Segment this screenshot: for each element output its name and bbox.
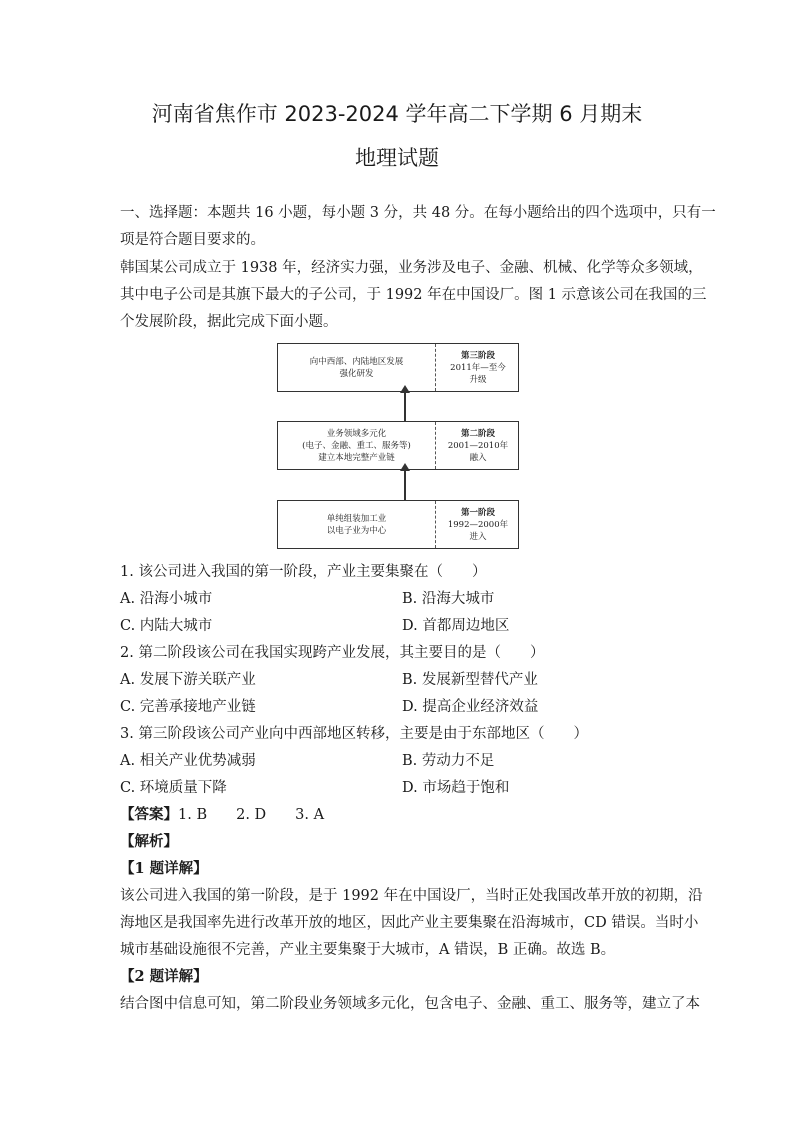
stage2-box [277,421,519,470]
stage2-period: 2001—2010年 [447,440,509,451]
exam-title: 河南省焦作市 2023-2024 学年高二下学期 6 月期末 [151,102,643,126]
context-paragraph-line: 其中电子公司是其旗下最大的子公司，于 1992 年在中国设厂。图 1 示意该公司在我国的三 [120,287,707,303]
question-option: C. 环境质量下降 [120,780,227,796]
stage1-label-text: 进入 [469,531,487,542]
stage2-desc-line: 业务领域多元化 [326,428,387,439]
stage1-name: 第一阶段 [460,507,495,518]
question-option: B. 劳动力不足 [402,753,495,769]
stage3-box [277,343,519,392]
stage1-description [278,501,436,548]
arrow-up [404,470,406,500]
question-stem: 1. 该公司进入我国的第一阶段，产业主要集聚在（ ） [120,564,487,580]
stage2-label-text: 融入 [469,452,487,463]
stage3-desc-line: 强化研发 [339,368,374,379]
stage3-desc-line: 向中西部、内陆地区发展 [309,356,404,367]
section-instruction-line: 项是符合题目要求的。 [120,232,265,248]
stages-diagram [277,343,519,550]
stage3-label [436,344,520,391]
stage1-desc-line: 单纯组装加工业 [326,513,387,524]
question-option: D. 市场趋于饱和 [402,780,510,796]
question-stem: 3. 第三阶段该公司产业向中西部地区转移，主要是由于东部地区（ ） [120,726,588,742]
question-option: A. 发展下游关联产业 [120,672,256,688]
analysis-label: 【解析】 [120,833,178,850]
question-stem: 2. 第二阶段该公司在我国实现跨产业发展，其主要目的是（ ） [120,645,545,661]
stage1-period: 1992—2000年 [447,519,509,530]
stage3-name: 第三阶段 [460,350,495,361]
stage2-label [436,422,520,469]
context-paragraph-line: 韩国某公司成立于 1938 年，经济实力强，业务涉及电子、金融、机械、化学等众多领域， [120,260,703,276]
question-option: A. 沿海小城市 [120,591,213,607]
answer-label: 【答案】 [120,806,178,823]
arrow-up [404,392,406,421]
analysis-paragraph-line: 该公司进入我国的第一阶段，是于 1992 年在中国设厂，当时正处我国改革开放的初期，沿 [120,888,703,904]
q2-detail-label: 【2 题详解】 [120,968,208,985]
analysis-paragraph-line: 城市基础设施很不完善，产业主要集聚于大城市，A 错误，B 正确。故选 B。 [120,942,616,958]
stage1-box [277,500,519,549]
question-option: D. 首都周边地区 [402,618,510,634]
context-paragraph-line: 个发展阶段，据此完成下面小题。 [120,314,338,330]
section-instruction-line: 一、选择题：本题共 16 小题，每小题 3 分，共 48 分。在每小题给出的四个选项中，只有一 [120,205,716,221]
question-option: D. 提高企业经济效益 [402,699,539,715]
answer-values: 1. B 2. D 3. A [178,807,325,823]
stage3-period: 2011年—至今 [450,362,506,373]
analysis-paragraph-line: 海地区是我国率先进行改革开放的地区，因此产业主要集聚在沿海城市，CD 错误。当时小 [120,915,699,931]
stage3-label-text: 升级 [469,374,487,385]
exam-subject-title: 地理试题 [355,146,439,170]
question-option: B. 沿海大城市 [402,591,495,607]
question-option: C. 完善承接地产业链 [120,699,256,715]
analysis-paragraph-line: 结合图中信息可知，第二阶段业务领域多元化，包含电子、金融、重工、服务等，建立了本 [120,996,700,1012]
question-option: A. 相关产业优势减弱 [120,753,256,769]
stage2-name: 第二阶段 [460,428,495,439]
stage2-desc-line: (电子、金融、重工、服务等) [302,440,411,451]
stage2-description [278,422,436,469]
answer-line [120,805,324,825]
q1-detail-label: 【1 题详解】 [120,860,208,877]
stage1-desc-line: 以电子业为中心 [326,525,387,536]
question-option: C. 内陆大城市 [120,618,213,634]
stage3-description [278,344,436,391]
stage2-desc-line: 建立本地完整产业链 [318,452,395,463]
stage1-label [436,501,520,548]
question-option: B. 发展新型替代产业 [402,672,538,688]
